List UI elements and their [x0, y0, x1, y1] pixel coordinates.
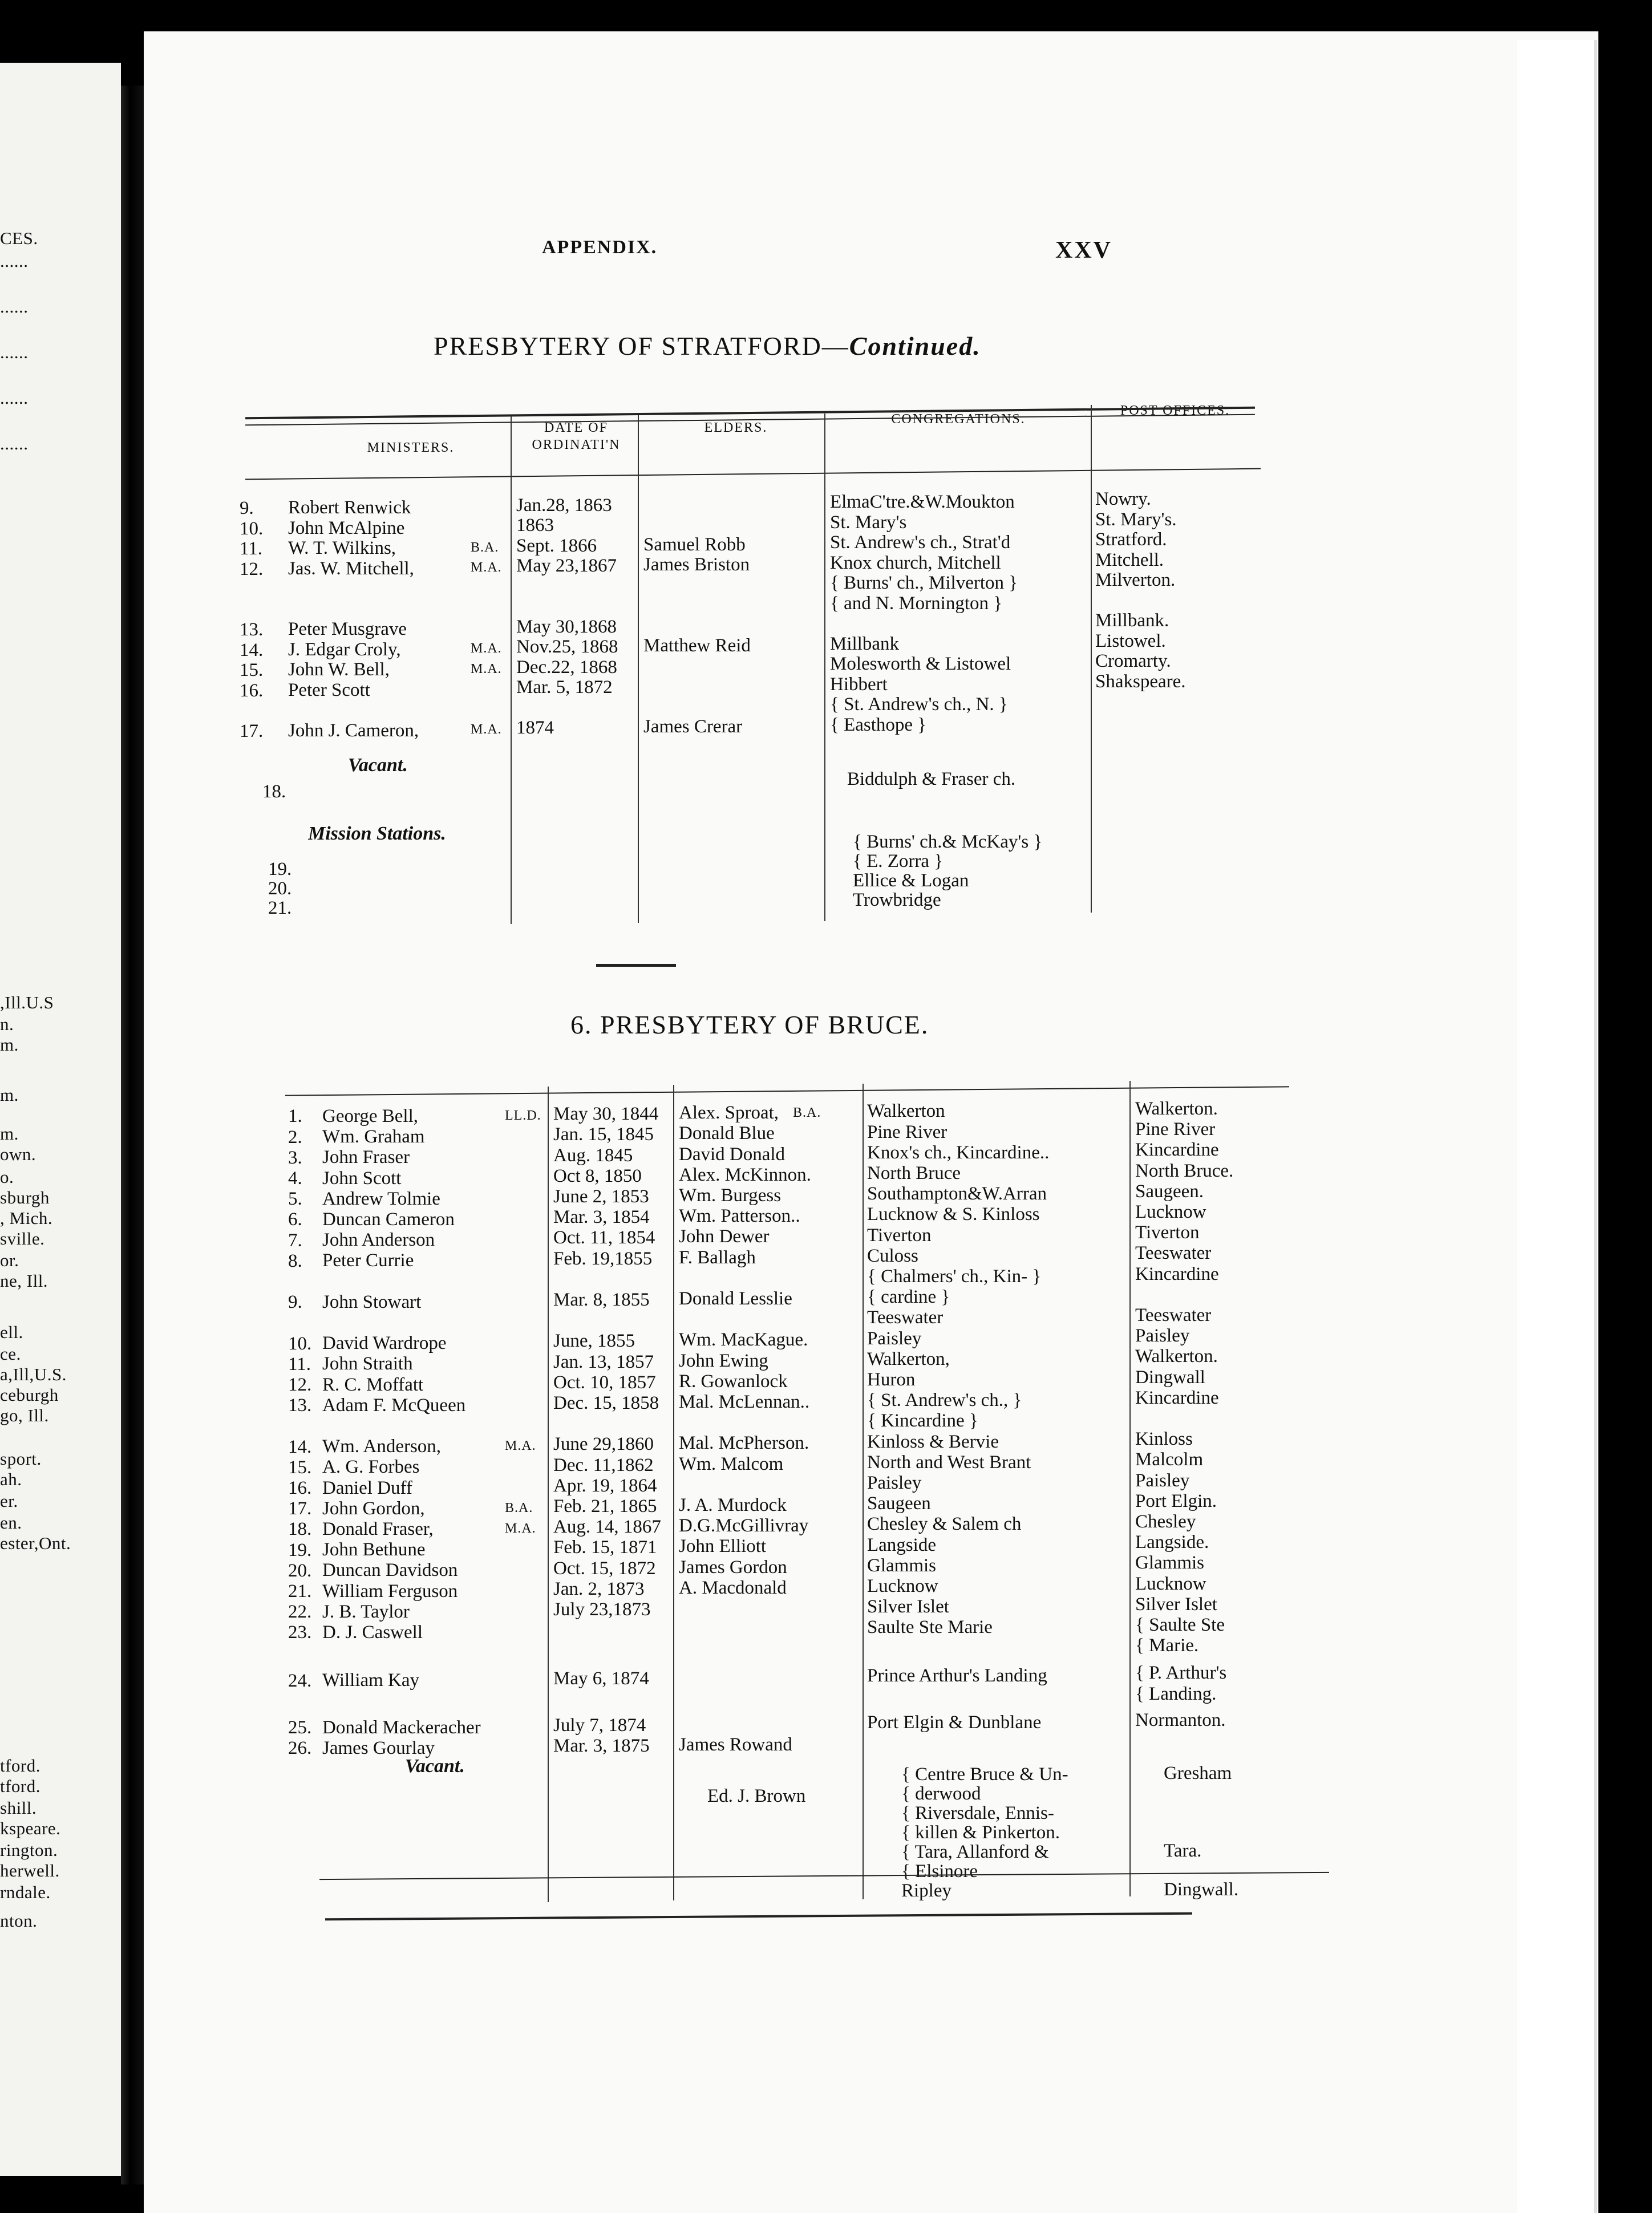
ordination-date: July 7, 1874 — [553, 1715, 646, 1736]
congregation-name: Molesworth & Listowel — [830, 654, 1011, 675]
post-office: Kincardine — [1135, 1387, 1219, 1408]
congregation-name: Port Elgin & Dunblane — [867, 1712, 1042, 1733]
row-number: 10. — [288, 1333, 312, 1354]
facing-page-text: rington. — [0, 1840, 58, 1860]
minister-name: Andrew Tolmie — [322, 1188, 440, 1209]
row-number: 15. — [240, 660, 264, 681]
ordination-date: May 6, 1874 — [553, 1668, 649, 1689]
congregation-name: { killen & Pinkerton. — [901, 1822, 1060, 1843]
minister-name: Peter Musgrave — [288, 619, 407, 640]
congregation-name: Langside — [867, 1534, 936, 1555]
congregation-name: Hibbert — [830, 674, 888, 695]
row-number: 2. — [288, 1126, 302, 1148]
elder-name: James Gordon — [679, 1557, 787, 1578]
ordination-date: Aug. 14, 1867 — [553, 1517, 661, 1538]
minister-name: John Straith — [322, 1353, 413, 1375]
minister-name: Donald Mackeracher — [322, 1717, 481, 1738]
post-office: Millbank. — [1095, 610, 1169, 631]
minister-name: A. G. Forbes — [322, 1457, 420, 1478]
congregation-name: { Elsinore — [901, 1861, 978, 1882]
elder-name: Donald Lesslie — [679, 1288, 792, 1310]
ordination-date: Apr. 19, 1864 — [553, 1475, 657, 1496]
congregation-name: { St. Andrew's ch., N. } — [830, 694, 1008, 715]
elder-name: Wm. MacKague. — [679, 1330, 808, 1351]
post-office: Saugeen. — [1135, 1181, 1204, 1202]
post-office: Milverton. — [1095, 570, 1176, 591]
facing-page-text: tford. — [0, 1776, 41, 1796]
congregation-name: { St. Andrew's ch., } — [867, 1390, 1022, 1411]
congregation-name: { Tara, Allanford & — [901, 1842, 1049, 1863]
congregation-name: Ellice & Logan — [853, 870, 969, 891]
congregation-name: Silver Islet — [867, 1596, 949, 1618]
row-number: 14. — [288, 1436, 312, 1457]
facing-page-text: herwell. — [0, 1861, 60, 1880]
minister-name: Robert Renwick — [288, 497, 411, 518]
row-number: 8. — [288, 1250, 302, 1271]
congregation-name: Prince Arthur's Landing — [867, 1665, 1047, 1686]
facing-page-text: ...... — [0, 388, 29, 408]
congregation-name: { Riversdale, Ennis- — [901, 1803, 1054, 1824]
post-office: Shakspeare. — [1095, 671, 1186, 692]
ordination-date: Jan.28, 1863 — [516, 495, 612, 516]
congregation-name: { Kincardine } — [867, 1411, 978, 1432]
congregation-name: Teeswater — [867, 1307, 944, 1328]
minister-name: David Wardrope — [322, 1333, 447, 1354]
congregation-name: Knox church, Mitchell — [830, 552, 1001, 573]
row-number: 6. — [288, 1209, 302, 1230]
facing-page-text: or. — [0, 1250, 19, 1270]
facing-page-text: m. — [0, 1124, 19, 1144]
section-divider — [596, 964, 676, 967]
ordination-date: Jan. 15, 1845 — [553, 1124, 654, 1145]
elder-name: Wm. Burgess — [679, 1185, 782, 1206]
facing-page-text: m. — [0, 1035, 19, 1055]
ordination-date: Mar. 3, 1854 — [553, 1207, 650, 1228]
row-number: 21. — [268, 898, 292, 918]
row-number: 20. — [288, 1560, 312, 1581]
congregation-name: { Easthope } — [830, 714, 927, 735]
facing-page-text: ...... — [0, 297, 29, 317]
minister-name: John Gordon, — [322, 1498, 425, 1519]
running-head: APPENDIX. — [542, 237, 658, 258]
minister-name: John McAlpine — [288, 517, 405, 538]
facing-page-text: a,Ill,U.S. — [0, 1364, 67, 1384]
bruce-col-divider-1 — [548, 1087, 549, 1902]
elder-name: D.G.McGillivray — [679, 1515, 809, 1537]
post-office: Paisley — [1135, 1470, 1190, 1491]
row-number: 16. — [288, 1478, 312, 1499]
row-number: 18. — [288, 1519, 312, 1540]
post-office: Lucknow — [1135, 1573, 1206, 1594]
row-number: 15. — [288, 1457, 312, 1478]
row-number: 21. — [288, 1581, 312, 1602]
congregation-name: Tiverton — [867, 1225, 932, 1246]
minister-name: John Bethune — [322, 1539, 426, 1561]
elder-degree: B.A. — [793, 1105, 821, 1121]
elder-name: J. A. Murdock — [679, 1495, 787, 1516]
bruce-col-divider-3 — [863, 1084, 864, 1899]
facing-page-text: sville. — [0, 1229, 45, 1249]
congregation-name: North Bruce — [867, 1162, 961, 1183]
ordination-date: Jan. 13, 1857 — [553, 1351, 654, 1372]
post-office: Gresham — [1164, 1763, 1232, 1784]
elder-name: Ed. J. Brown — [707, 1786, 806, 1807]
facing-page-text: ester,Ont. — [0, 1533, 71, 1553]
ordination-date: Nov.25, 1868 — [516, 637, 618, 658]
facing-page-text: ce. — [0, 1344, 21, 1364]
post-office: Dingwall. — [1164, 1879, 1239, 1900]
page-number: XXV — [1055, 237, 1112, 264]
facing-page-text: own. — [0, 1144, 37, 1164]
elder-name: John Ewing — [679, 1350, 768, 1371]
congregation-name: Knox's ch., Kincardine.. — [867, 1142, 1050, 1163]
elder-name: Donald Blue — [679, 1123, 775, 1144]
congregation-name: Chesley & Salem ch — [867, 1514, 1022, 1535]
congregation-name: { derwood — [901, 1784, 981, 1805]
post-office: Kincardine — [1135, 1263, 1219, 1284]
minister-name: J. B. Taylor — [322, 1601, 410, 1622]
ordination-date: Feb. 19,1855 — [553, 1248, 653, 1269]
ordination-date: June, 1855 — [553, 1331, 635, 1352]
header-elders: ELDERS. — [704, 420, 768, 435]
ordination-date: Dec. 15, 1858 — [553, 1393, 659, 1414]
congregation-name: { E. Zorra } — [853, 851, 944, 872]
elder-name: James Briston — [643, 554, 750, 575]
row-number: 19. — [268, 859, 292, 879]
ordination-date: Mar. 5, 1872 — [516, 677, 613, 698]
minister-name: Donald Fraser, — [322, 1518, 434, 1539]
elder-name: James Crerar — [643, 716, 743, 737]
congregation-name: Paisley — [867, 1328, 922, 1349]
congregation-name: { Centre Bruce & Un- — [901, 1764, 1068, 1785]
post-office: Dingwall — [1135, 1367, 1205, 1388]
facing-page-text: shill. — [0, 1798, 37, 1818]
minister-name: Duncan Davidson — [322, 1560, 458, 1581]
row-number: 17. — [240, 720, 264, 741]
elder-name: Wm. Malcom — [679, 1453, 784, 1474]
post-office: Tiverton — [1135, 1222, 1200, 1243]
congregation-name: Paisley — [867, 1472, 922, 1493]
elder-name: Alex. McKinnon. — [679, 1164, 811, 1185]
post-office: North Bruce. — [1135, 1160, 1234, 1181]
minister-name: John Anderson — [322, 1230, 435, 1251]
minister-name: D. J. Caswell — [322, 1622, 423, 1643]
post-office: Kinloss — [1135, 1429, 1193, 1450]
facing-page-text: o. — [0, 1167, 14, 1187]
minister-name: James Gourlay — [322, 1737, 435, 1758]
elder-name: James Rowand — [679, 1734, 792, 1756]
minister-name: John W. Bell, — [288, 659, 390, 680]
row-number: 23. — [288, 1622, 312, 1643]
ordination-date: 1863 — [516, 515, 554, 536]
elder-name: Matthew Reid — [643, 635, 751, 656]
minister-degree: B.A. — [471, 540, 499, 555]
post-office: Paisley — [1135, 1326, 1190, 1347]
minister-name: Peter Currie — [322, 1250, 414, 1271]
elder-name: R. Gowanlock — [679, 1371, 788, 1392]
row-number: 14. — [240, 639, 264, 660]
elder-name: Alex. Sproat, — [679, 1103, 779, 1124]
congregation-name: { and N. Mornington } — [830, 593, 1003, 614]
row-number: 12. — [288, 1375, 312, 1396]
minister-degree: M.A. — [471, 661, 502, 676]
post-office: Silver Islet — [1135, 1594, 1217, 1615]
ordination-date: Oct. 11, 1854 — [553, 1227, 655, 1249]
post-office: Listowel. — [1095, 630, 1166, 651]
minister-name: J. Edgar Croly, — [288, 639, 401, 660]
post-office: Normanton. — [1135, 1709, 1226, 1730]
header-congregations: CONGREGATIONS. — [891, 412, 1026, 427]
congregation-name: { cardine } — [867, 1287, 950, 1308]
post-office: Glammis — [1135, 1553, 1204, 1574]
congregation-name: Biddulph & Fraser ch. — [847, 769, 1016, 789]
congregation-name: Millbank — [830, 633, 899, 654]
row-number: 4. — [288, 1168, 302, 1189]
congregation-name: North and West Brant — [867, 1452, 1031, 1473]
facing-page-text: ...... — [0, 342, 29, 362]
post-office: Teeswater — [1135, 1305, 1212, 1326]
row-number: 16. — [240, 680, 264, 701]
ordination-date: Jan. 2, 1873 — [553, 1578, 645, 1599]
minister-name: John J. Cameron, — [288, 720, 419, 741]
row-number: 26. — [288, 1738, 312, 1759]
row-number: 17. — [288, 1498, 312, 1519]
header-date: DATE OF ORDINATI'N — [532, 420, 621, 452]
facing-page-text: ceburgh — [0, 1385, 59, 1405]
facing-page-text: ...... — [0, 251, 29, 271]
row-number: 10. — [240, 518, 264, 539]
row-number: 13. — [288, 1395, 312, 1416]
post-office: Walkerton. — [1135, 1099, 1218, 1120]
minister-name: John Fraser — [322, 1147, 410, 1168]
congregation-name: ElmaC'tre.&W.Moukton — [830, 492, 1015, 513]
elder-name: Samuel Robb — [643, 534, 746, 555]
facing-page-text: rndale. — [0, 1882, 51, 1902]
facing-page-text: CES. — [0, 228, 38, 248]
congregation-name: Saugeen — [867, 1493, 931, 1514]
post-office: Walkerton. — [1135, 1346, 1218, 1367]
row-number: 1. — [288, 1106, 302, 1127]
congregation-name: Trowbridge — [853, 890, 941, 910]
post-office: Tara. — [1164, 1841, 1202, 1862]
congregation-name: { Burns' ch., Milverton } — [830, 573, 1018, 594]
row-number: 25. — [288, 1717, 312, 1738]
post-office: Cromarty. — [1095, 651, 1171, 672]
post-office: Port Elgin. — [1135, 1490, 1217, 1511]
minister-name: John Stowart — [322, 1291, 422, 1312]
post-office: Mitchell. — [1095, 549, 1164, 570]
row-number: 11. — [288, 1353, 311, 1375]
row-number: 7. — [288, 1230, 302, 1251]
minister-degree: LL.D. — [505, 1108, 541, 1124]
ordination-date: May 30,1868 — [516, 616, 617, 637]
minister-name: Peter Scott — [288, 679, 370, 700]
facing-page-text: sburgh — [0, 1187, 50, 1207]
facing-page-text: en. — [0, 1513, 22, 1533]
post-office: { Landing. — [1135, 1683, 1217, 1704]
row-number: 3. — [288, 1147, 302, 1168]
post-office: St. Mary's. — [1095, 509, 1177, 530]
minister-degree: M.A. — [471, 641, 502, 656]
congregation-name: Ripley — [901, 1880, 951, 1902]
congregation-name: St. Mary's — [830, 512, 907, 533]
post-office: Langside. — [1135, 1532, 1209, 1553]
ordination-date: Sept. 1866 — [516, 535, 597, 556]
congregation-name: Kinloss & Bervie — [867, 1431, 999, 1452]
facing-page-text: go, Ill. — [0, 1405, 49, 1425]
row-number: 18. — [262, 781, 286, 802]
facing-page-fragment — [0, 63, 121, 2176]
ordination-date: Dec.22, 1868 — [516, 656, 617, 678]
post-office: Lucknow — [1135, 1202, 1206, 1223]
facing-page-text: , Mich. — [0, 1208, 53, 1228]
stratford-col-divider-3 — [824, 414, 825, 921]
ordination-date: Oct. 10, 1857 — [553, 1372, 656, 1393]
ordination-date: Aug. 1845 — [553, 1145, 633, 1166]
minister-name: John Scott — [322, 1168, 402, 1189]
minister-name: George Bell, — [322, 1105, 419, 1126]
facing-page-text: ell. — [0, 1322, 23, 1342]
post-office: { Saulte Ste — [1135, 1615, 1225, 1636]
row-number: 22. — [288, 1602, 312, 1623]
facing-page-text: m. — [0, 1085, 19, 1105]
congregation-name: { Chalmers' ch., Kin- } — [867, 1266, 1042, 1287]
congregation-name: Walkerton — [867, 1101, 945, 1122]
header-ministers: MINISTERS. — [367, 440, 455, 455]
facing-page-text: tford. — [0, 1756, 41, 1776]
congregation-name: Lucknow & S. Kinloss — [867, 1204, 1040, 1225]
ordination-date: July 23,1873 — [553, 1599, 651, 1620]
row-number: 13. — [240, 619, 264, 641]
minister-name: R. C. Moffatt — [322, 1374, 424, 1395]
minister-name: Adam F. McQueen — [322, 1395, 466, 1416]
minister-name: Wm. Graham — [322, 1126, 425, 1148]
minister-name: Daniel Duff — [322, 1477, 412, 1498]
ordination-date: 1874 — [516, 718, 554, 739]
row-number: 5. — [288, 1189, 302, 1210]
post-office: Chesley — [1135, 1511, 1196, 1533]
elder-name: Wm. Patterson.. — [679, 1206, 800, 1227]
stratford-col-divider-2 — [638, 415, 639, 923]
row-number: 11. — [240, 538, 263, 560]
header-post-offices: POST OFFICES. — [1120, 403, 1230, 418]
ordination-date: May 30, 1844 — [553, 1104, 659, 1125]
bruce-title: 6. PRESBYTERY OF BRUCE. — [570, 1010, 929, 1039]
facing-page-text: sport. — [0, 1449, 42, 1469]
elder-name: F. Ballagh — [679, 1247, 756, 1268]
congregation-name: Southampton&W.Arran — [867, 1183, 1047, 1205]
ordination-date: Feb. 15, 1871 — [553, 1537, 657, 1558]
congregation-name: Pine River — [867, 1121, 948, 1142]
elder-name: A. Macdonald — [679, 1577, 787, 1598]
stratford-title — [434, 331, 981, 361]
facing-page-text: ah. — [0, 1469, 22, 1489]
post-office: Malcolm — [1135, 1449, 1204, 1470]
minister-degree: M.A. — [471, 722, 502, 737]
post-office: { P. Arthur's — [1135, 1663, 1227, 1684]
minister-degree: M.A. — [471, 560, 502, 575]
stratford-title-main: PRESBYTERY OF STRATFORD— — [434, 331, 849, 360]
minister-name: Jas. W. Mitchell, — [288, 558, 414, 579]
post-office: Nowry. — [1095, 489, 1151, 510]
facing-page-text: er. — [0, 1491, 18, 1511]
elder-name: Mal. McLennan.. — [679, 1392, 810, 1413]
congregation-name: St. Andrew's ch., Strat'd — [830, 532, 1011, 553]
ordination-date: June 29,1860 — [553, 1434, 654, 1455]
ordination-date: May 23,1867 — [516, 556, 617, 577]
row-number: 19. — [288, 1539, 312, 1561]
mission-stations-label: Mission Stations. — [308, 824, 446, 844]
ordination-date: Dec. 11,1862 — [553, 1454, 654, 1476]
facing-page-text: ,Ill.U.S — [0, 992, 54, 1012]
vacant-label: Vacant. — [348, 755, 408, 776]
minister-degree: M.A. — [505, 1521, 536, 1537]
minister-name: Wm. Anderson, — [322, 1436, 442, 1457]
elder-name: David Donald — [679, 1144, 785, 1165]
minister-name: W. T. Wilkins, — [288, 538, 396, 559]
elder-name: John Elliott — [679, 1536, 767, 1557]
post-office: Teeswater — [1135, 1243, 1212, 1264]
facing-page-text: n. — [0, 1014, 14, 1034]
congregation-name: Huron — [867, 1369, 916, 1390]
stratford-col-divider-4 — [1091, 405, 1092, 913]
book-gutter — [121, 86, 144, 2184]
row-number: 12. — [240, 558, 264, 579]
row-number: 9. — [288, 1292, 302, 1313]
ordination-date: Mar. 3, 1875 — [553, 1736, 650, 1757]
post-office: Pine River — [1135, 1119, 1216, 1140]
ordination-date: June 2, 1853 — [553, 1186, 649, 1207]
facing-page-text: ...... — [0, 433, 29, 453]
post-office: Kincardine — [1135, 1140, 1219, 1161]
ordination-date: Oct. 15, 1872 — [553, 1558, 656, 1579]
congregation-name: Glammis — [867, 1555, 936, 1576]
post-office: Stratford. — [1095, 529, 1167, 550]
post-office: { Marie. — [1135, 1635, 1199, 1656]
congregation-name: { Burns' ch.& McKay's } — [853, 832, 1043, 852]
minister-name: William Kay — [322, 1670, 420, 1691]
stratford-title-suffix: Continued. — [849, 331, 981, 360]
congregation-name: Saulte Ste Marie — [867, 1617, 993, 1638]
facing-page-text: kspeare. — [0, 1818, 61, 1838]
ordination-date: Oct 8, 1850 — [553, 1165, 642, 1186]
minister-name: Duncan Cameron — [322, 1209, 455, 1230]
elder-name: John Dewer — [679, 1226, 770, 1247]
vacant-label: Vacant. — [405, 1756, 465, 1777]
bruce-col-divider-2 — [673, 1085, 674, 1900]
row-number: 20. — [268, 878, 292, 899]
row-number: 9. — [240, 498, 254, 519]
ordination-date: Feb. 21, 1865 — [553, 1496, 657, 1517]
congregation-name: Walkerton, — [867, 1348, 950, 1369]
ordination-date: Mar. 8, 1855 — [553, 1290, 650, 1311]
row-number: 24. — [288, 1670, 312, 1691]
stratford-col-divider-1 — [511, 416, 512, 924]
minister-name: William Ferguson — [322, 1580, 458, 1602]
minister-degree: B.A. — [505, 1500, 533, 1515]
congregation-name: Lucknow — [867, 1575, 938, 1596]
elder-name: Mal. McPherson. — [679, 1433, 809, 1454]
page-edge — [1517, 40, 1597, 2213]
minister-degree: M.A. — [505, 1438, 536, 1454]
facing-page-text: ne, Ill. — [0, 1271, 48, 1291]
facing-page-text: nton. — [0, 1911, 38, 1931]
bruce-col-divider-4 — [1129, 1081, 1131, 1896]
congregation-name: Culoss — [867, 1245, 918, 1266]
